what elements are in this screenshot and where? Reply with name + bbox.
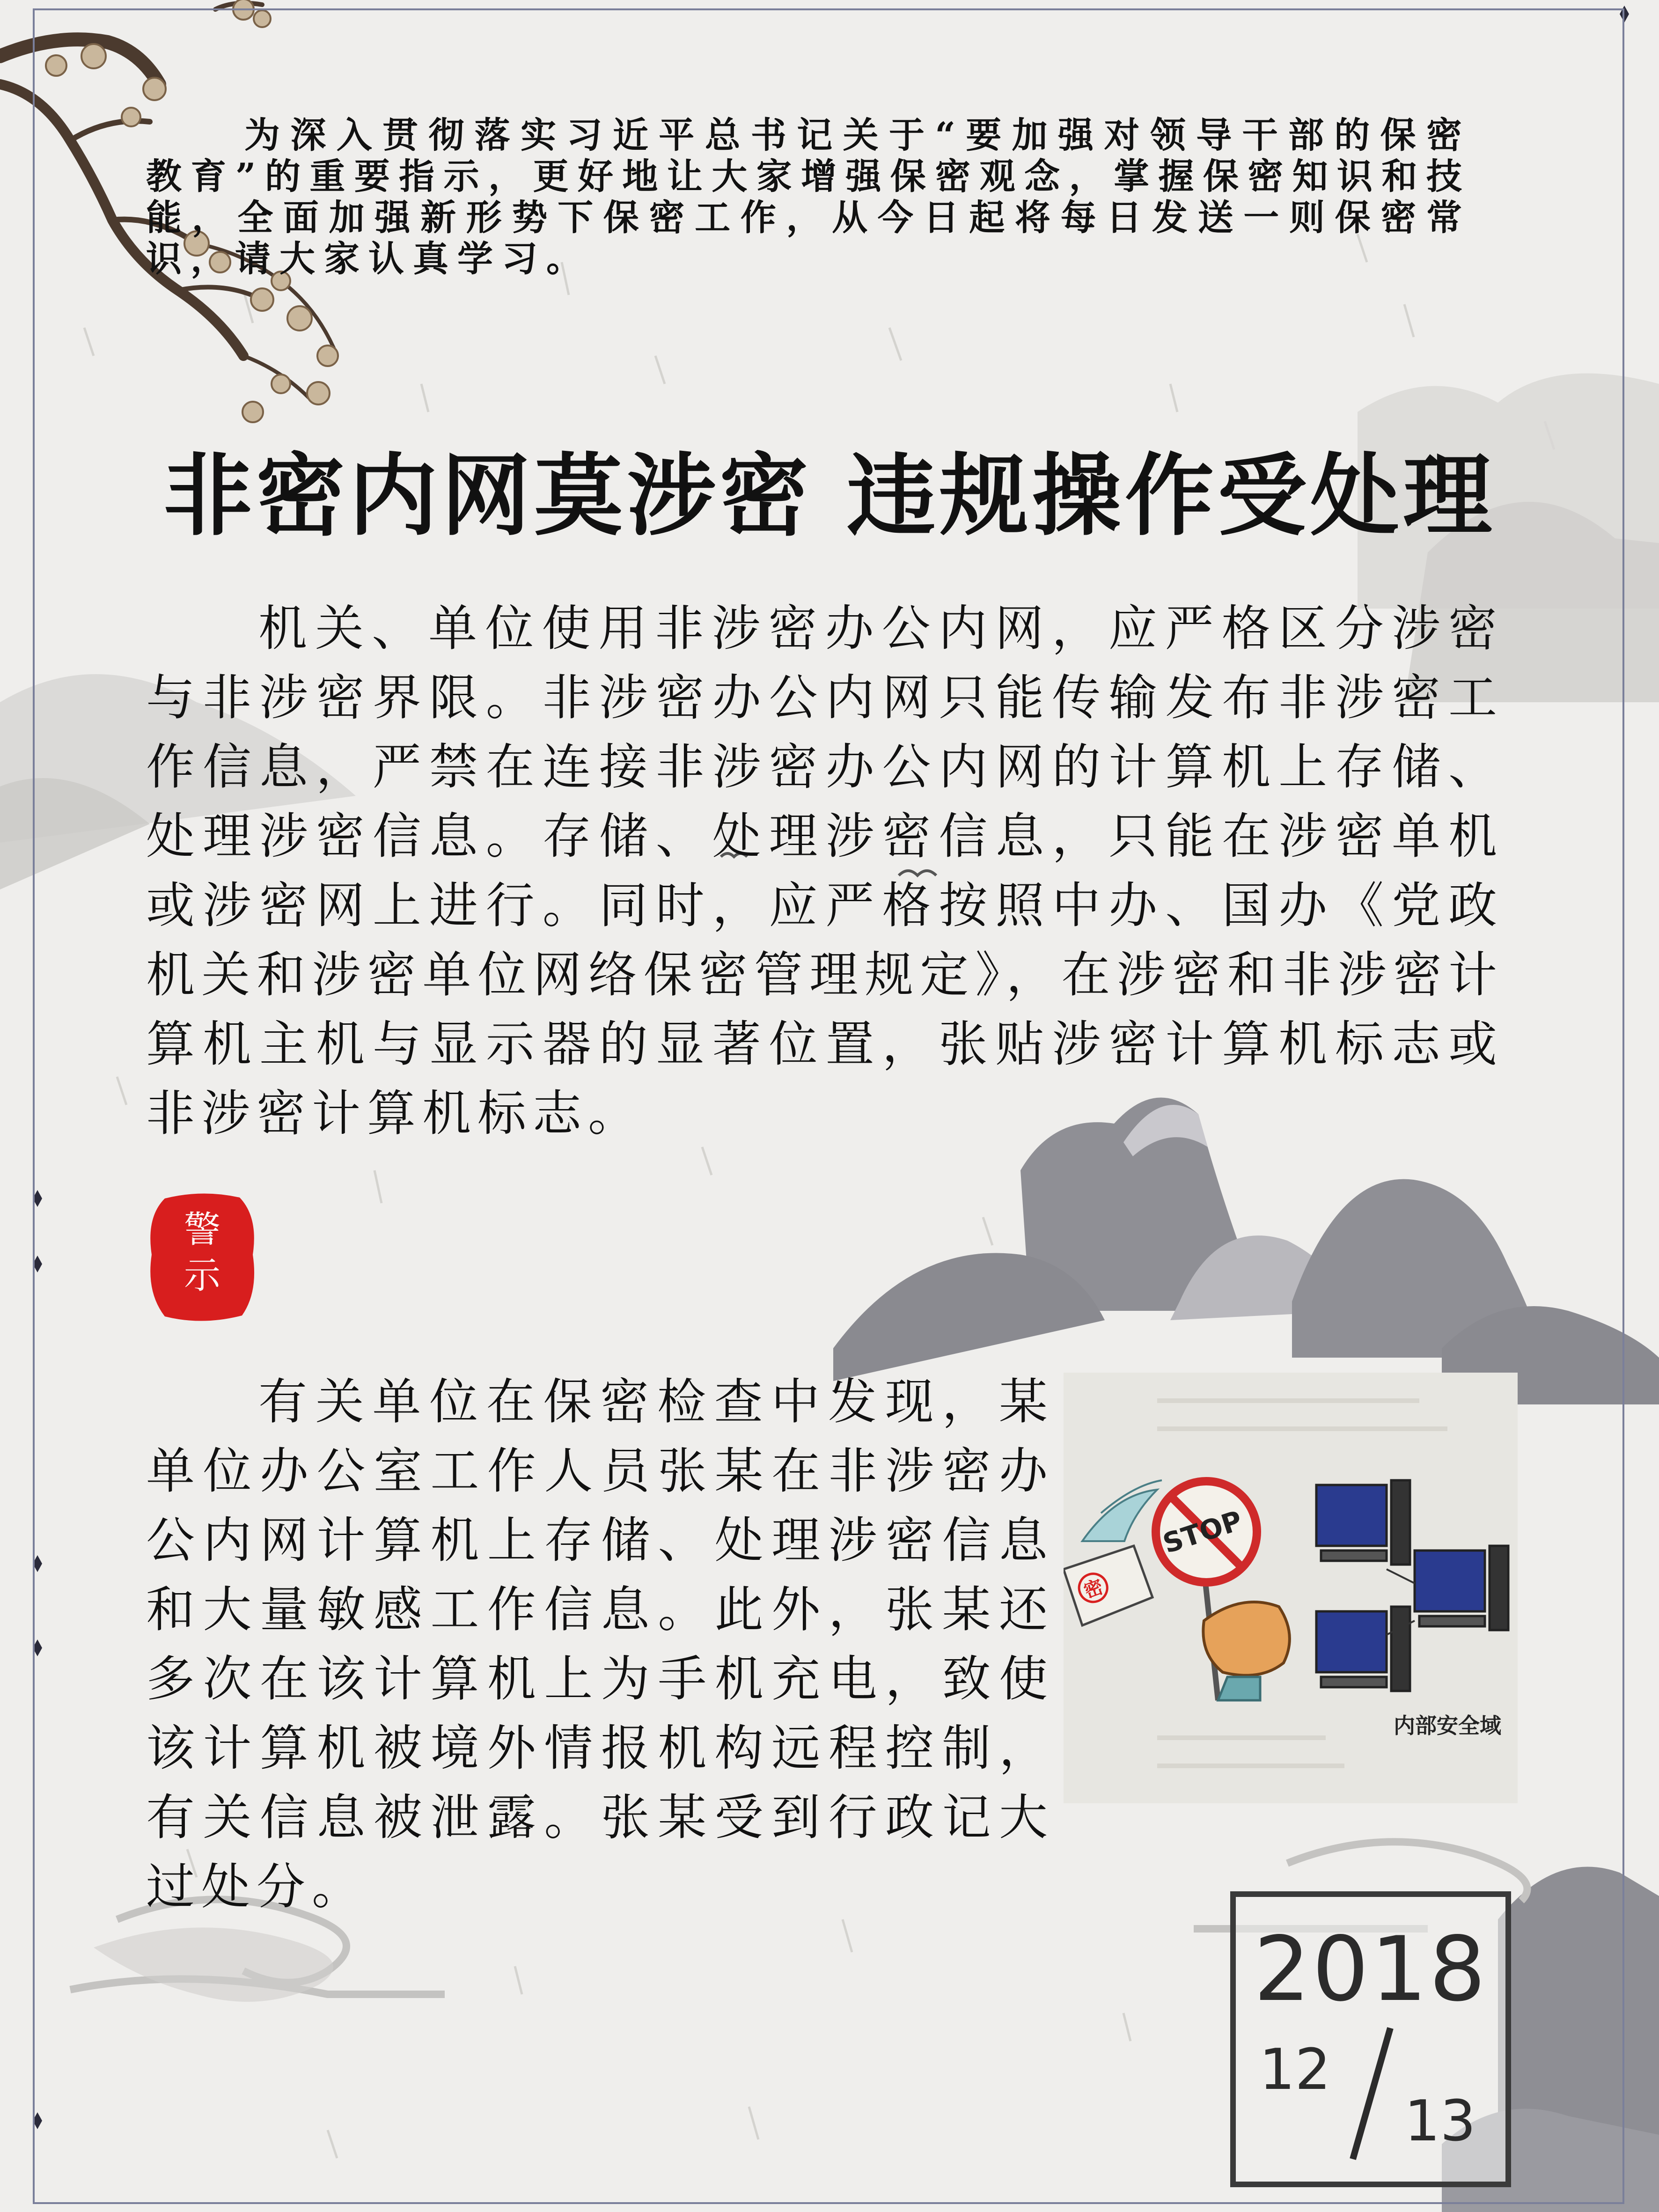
stamp-char-2: 示 [184,1255,220,1297]
date-year: 2018 [1254,1918,1488,2021]
envelope-mark: 密 [1081,1576,1106,1603]
stamp-char-1: 警 [184,1209,220,1251]
case-paragraph: 有关单位在保密检查中发现，某单位办公室工作人员张某在非涉密办公内网计算机上存储、处理涉密信息和大量敏感工作信息。此外，张某还多次在该计算机上为手机充电，致使该计算机被境外情报机构远程控制，有关信息被泄露。张某受到行政记大过处分。 [146,1373,1054,1915]
date-day: 13 [1404,2089,1476,2154]
illustration-caption: 内部安全域 [1394,1713,1501,1738]
regulation-paragraph: 机关、单位使用非涉密办公内网，应严格区分涉密与非涉密界限。非涉密办公内网只能传输发布非涉密工作信息，严禁在连接非涉密办公内网的计算机上存储、处理涉密信息。存储、处理涉密信息，只能在涉密单机或涉密网上进行。同时，应严格按照中办、国办《党政机关和涉密单位网络保密管理规定》，在涉密和非涉密计算机主机与显示器的显著位置，张贴涉密计算机标志或非涉密计算机标志。 [146,600,1504,1142]
date-box [1230,1891,1511,2187]
warning-stamp [146,1189,258,1325]
intro-notice: 为深入贯彻落实习近平总书记关于“要加强对领导干部的保密教育”的重要指示，更好地让大家增强保密观念，掌握保密知识和技能，全面加强新形势下保密工作，从今日起将每日发送一则保密常识，请大家认真学习。 [146,114,1471,279]
stop-label: STOP [1159,1504,1246,1560]
date-month: 12 [1259,2037,1331,2102]
page-title: 非密内网莫涉密 违规操作受处理 [163,444,1496,548]
illustration-image [1064,1373,1518,1803]
